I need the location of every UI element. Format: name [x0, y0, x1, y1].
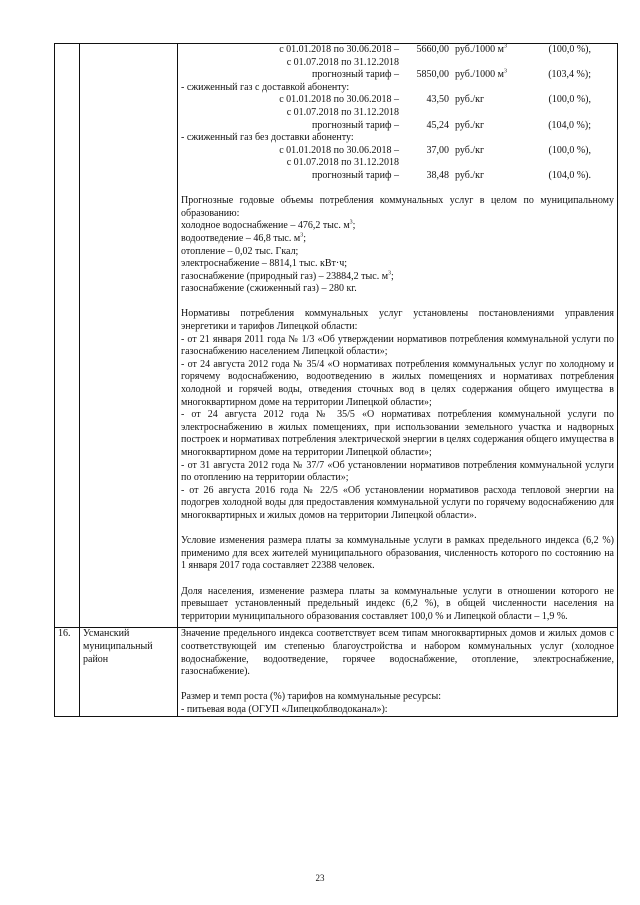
volume-cold-water: холодное водоснабжение – 476,2 тыс. $м^3$;	[181, 219, 356, 232]
tariff-line: с 01.07.2018 по 31.12.2018	[286, 106, 399, 118]
district-name: Усманский муниципальный район	[80, 628, 178, 717]
norm-item: - от 24 августа 2012 года № 35/5 «О нормативах потребления коммунальной услуги по электроснабжению в жилых помещениях, при использовании земельного участка и надворных построек и нормативах потребления электрической энергии в целях содержания общего имущества в многоквартирном доме на территории Липецкой области»;	[181, 409, 614, 458]
norm-item: - от 26 августа 2016 года № 22/5 «Об установлении нормативов расхода тепловой энергии на подогрев холодной воды для предоставления коммунальной услуги по горячему водоснабжению для многоквартирных и жилых домов на территории Липецкой области».	[181, 484, 614, 521]
content-cell	[178, 44, 618, 628]
tariff-line: прогнозный тариф – 38,48 руб./кг (104,0 %).	[312, 169, 591, 181]
norms-intro: Нормативы потребления коммунальных услуг установлены постановлениями управления энергетики и тарифов Липецкой области:	[181, 308, 614, 333]
tariff-line: прогнозный тариф – 5850,00 руб./1000 $м^3$ (103,4 %);	[312, 68, 591, 81]
volume-heating: отопление – 0,02 тыс. Гкал;	[181, 245, 299, 257]
volume-natural-gas: газоснабжение (природный газ) – 23884,2 тыс. $м^3$;	[181, 270, 394, 282]
volume-sewage: водоотведение – 46,8 тыс. $м^3$;	[181, 232, 306, 244]
content-cell	[178, 628, 618, 717]
tariff-line: прогнозный тариф – 45,24 руб./кг (104,0 %);	[312, 119, 591, 131]
tariff-table	[54, 43, 618, 717]
index-intro: Значение предельного индекса соответствует всем типам многоквартирных домов и жилых домов с соответствующей им степенью благоустройства и набором коммунальных услуг (холодное водоснабжение, водоотведение, горячее водоснабжение, отопление, электроснабжение, газоснабжение).	[181, 628, 614, 678]
volumes-intro: Прогнозные годовые объемы потребления коммунальных услуг в целом по муниципальному образованию:	[181, 195, 614, 219]
tariff-line: с 01.07.2018 по 31.12.2018	[286, 56, 399, 68]
norm-item: - от 24 августа 2012 года № 35/4 «О нормативах потребления коммунальных услуг по холодному и горячему водоснабжению, водоотведению в жилых помещениях и нормативах потребления холодной и горячей воды, отведения сточных вод в целях содержания общего имущества в многоквартирном доме на территории Липецкой области»;	[181, 358, 614, 408]
share-paragraph: Доля населения, изменение размера платы за коммунальные услуги в отношении которого не превышает установленный предельный индекс (6,2 %), в общей численности населения на территории муниципального образования составляет 100,0 % и Липецкой области – 1,9 %.	[181, 585, 614, 622]
tariffs-title: Размер и темп роста (%) тарифов на коммунальные ресурсы:	[181, 691, 441, 703]
district-cell	[80, 44, 178, 628]
lpg-nodelivery-title: - сжиженный газ без доставки абоненту:	[181, 132, 354, 144]
tariff-line: с 01.01.2018 по 30.06.2018 – 5660,00 руб./1000 $м^3$ (100,0 %),	[279, 43, 591, 55]
tariff-line: с 01.01.2018 по 30.06.2018 – 37,00 руб./кг (100,0 %),	[279, 144, 591, 156]
tariff-line: с 01.07.2018 по 31.12.2018	[286, 157, 399, 169]
row-number-cell	[55, 44, 80, 628]
water-line: - питьевая вода (ОГУП «Липецкоблводоканал»):	[181, 703, 388, 715]
norm-item: - от 31 августа 2012 года № 37/7 «Об установлении нормативов потребления коммунальной услуги по отоплению на территории области»;	[181, 459, 614, 484]
row-number: 16.	[55, 628, 80, 717]
lpg-delivery-title: - сжиженный газ с доставкой абоненту:	[181, 81, 350, 93]
condition-paragraph: Условие изменения размера платы за коммунальные услуги в рамках предельного индекса (6,2 %) применимо для всех жителей муниципального образования, численность которого по состоянию на 1 января 2017 года составляет 22388 человек.	[181, 535, 614, 572]
volume-lpg: газоснабжение (сжиженный газ) – 280 кг.	[181, 283, 357, 295]
page-number: 23	[315, 873, 325, 883]
norm-item: - от 21 января 2011 года № 1/3 «Об утверждении нормативов потребления коммунальной услуги по газоснабжению населением Липецкой области»;	[181, 333, 614, 358]
table-row	[55, 628, 618, 717]
volume-electricity: электроснабжение – 8814,1 тыс. кВт·ч;	[181, 258, 347, 270]
table-row	[55, 44, 618, 628]
tariff-line: с 01.01.2018 по 30.06.2018 – 43,50 руб./кг (100,0 %),	[279, 94, 591, 106]
